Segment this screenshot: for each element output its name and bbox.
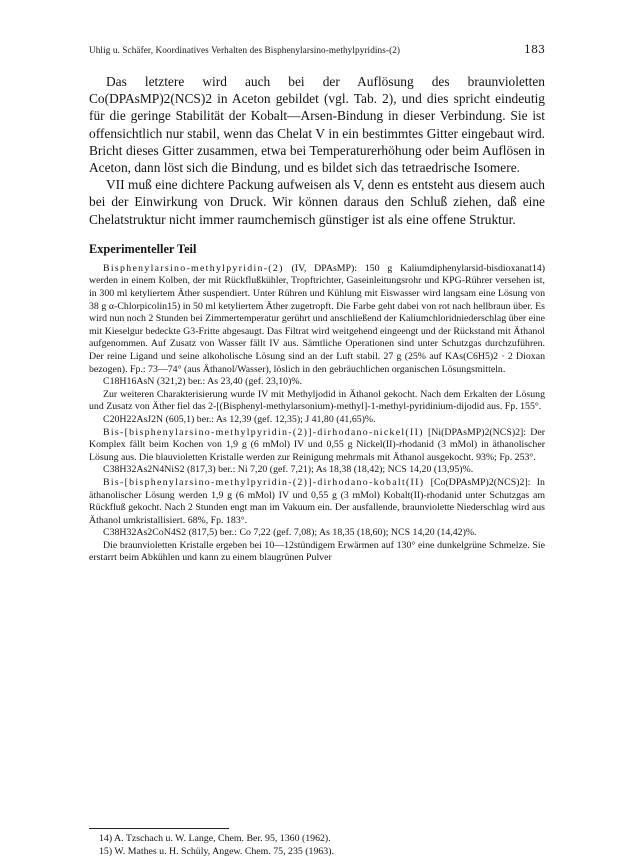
compound-name-ligand: Bisphenylarsino-methylpyridin-(2) <box>103 262 284 274</box>
intro-paragraph-1: Das letztere wird auch bei der Auflösung des braunvioletten Co(DPAsMP)2(NCS)2 in Aceton gebildet (vgl. Tab. 2), und dies spricht eindeutig für die geringe Stabilität der Kobalt—Arsen-Bindung in dieser Verbindung. Sie ist offensichtlich nur stabil, wenn das Chelat V in ein bestimmtes Gitter eingebaut wird. Bricht dieses Gitter zusammen, etwa bei Temperaturerhöhung oder beim Auflösen in Aceton, dann löst sich die Bindung, und es bildet sich das tetraedrische Isomere. <box>89 74 545 176</box>
exp-paragraph-cobalt <box>89 477 545 527</box>
footnotes <box>89 828 545 858</box>
analysis-methiodide: C20H22AsJ2N (605,1) ber.: As 12,39 (gef. 12,35); J 41,80 (41,65)%. <box>103 413 376 425</box>
page-body <box>89 44 545 565</box>
page-number: 183 <box>524 43 545 56</box>
running-head <box>89 44 545 56</box>
exp-paragraph-melt: Die braunvioletten Kristalle ergeben bei 10—12stündigem Erwärmen auf 130° eine dunkelgrüne Schmelze. Sie erstarrt beim Abkühlen und kann zu einem blaugrünen Pulver <box>89 539 545 564</box>
compound-name-cobalt: Bis-[bisphenylarsino-methylpyridin-(2)]-dirhodano-kobalt(II) <box>103 476 425 488</box>
footnote-15: 15) W. Mathes u. H. Schüly, Angew. Chem. 75, 235 (1963). <box>99 845 334 857</box>
analysis-nickel: C38H32As2N4NiS2 (817,3) ber.: Ni 7,20 (gef. 7,21); As 18,38 (18,42); NCS 14,20 (13,95)%. <box>103 464 474 476</box>
analysis-cobalt: C38H32As2CoN4S2 (817,5) ber.: Co 7,22 (gef. 7,08); As 18,35 (18,60); NCS 14,20 (14,42)%. <box>103 527 477 539</box>
ligand-procedure: (IV, DPAsMP): 150 g Kaliumdiphenylarsid-bisdioxanat14) werden in einem Kolben, der mit Rückflußkühler, Tropftrichter, Gaseinleitungsrohr und KPG-Rührer versehen ist, in 300 ml ketyliertem Äther suspendiert. Unter Rühren und Kühlung mit Eiswasser wird langsam eine Lösung von 38 g α-Chlorpicolin15) in 50 ml ketyliertem Äther zugetropft. Die Farbe geht dabei von rot nach hellbraun über. Es wird nun noch 2 Stunden bei Zimmertemperatur gerührt und anschließend der Kaliumchloridniederschlag über eine mit Kieselgur bedeckte G3-Fritte abgesaugt. Das Filtrat wird weitgehend eingeengt und der Rückstand mit Äthanol aufgenommen. Auf Zusatz von Wasser fällt IV aus. Sämtliche Operationen sind unter Schutzgas durchzuführen. Der reine Ligand und seine alkoholische Lösung sind an der Luft stabil. 27 g (25% auf KAs(C6H5)2 · 2 Dioxan bezogen). Fp.: 73—74° (aus Äthanol/Wasser), löslich in den gebräuchlichen organischen Lösungsmitteln. <box>89 262 546 375</box>
experimental-section <box>89 263 545 565</box>
section-heading: Experimenteller Teil <box>89 241 197 256</box>
analysis-ligand: C18H16AsN (321,2) ber.: As 23,40 (gef. 23,10)%. <box>103 376 303 388</box>
exp-paragraph-ligand <box>89 263 545 376</box>
running-title: Uhlig u. Schäfer, Koordinatives Verhalten des Bisphenylarsino-methylpyridins-(2) <box>89 45 401 55</box>
cobalt-procedure: [Co(DPAsMP)2(NCS)2]: In äthanolischer Lösung werden 1,9 g (6 mMol) IV und 0,55 g (3 mMol) Kobalt(II)-rhodanid unter Schutzgas am Rückfluß gekocht. Nach 2 Stunden engt man im Vakuum ein. Der ausfallende, braunviolette Niederschlag wird aus Äthanol umkristallisiert. 68%, Fp. 183°. <box>89 476 545 526</box>
intro-paragraph-2: VII muß eine dichtere Packung aufweisen als V, denn es entsteht aus diesem auch bei der Einwirkung von Druck. Wir können daraus den Schluß ziehen, daß eine Chelatstruktur nicht immer raumchemisch günstiger ist als eine offene Struktur. <box>89 177 545 227</box>
footnote-rule <box>89 828 229 829</box>
footnote-14: 14) A. Tzschach u. W. Lange, Chem. Ber. 95, 1360 (1962). <box>99 833 331 844</box>
nickel-procedure: [Ni(DPAsMP)2(NCS)2]: Der Komplex fällt beim Kochen von 1,9 g (6 mMol) IV und 0,55 g Nickel(II)-rhodanid (3 mMol) in äthanolischer Lösung aus. Die blauvioletten Kristalle werden zur Reinigung mehrmals mit Äthanol ausgekocht. 93%; Fp. 253°. <box>89 426 545 463</box>
compound-name-nickel: Bis-[bisphenylarsino-methylpyridin-(2)]-dirhodano-nickel(II) <box>103 426 424 438</box>
exp-paragraph-nickel <box>89 427 545 465</box>
exp-paragraph-methyliodide: Zur weiteren Charakterisierung wurde IV mit Methyljodid in Äthanol gekocht. Nach dem Erkalten der Lösung und Zusatz von Äther fiel das 2-[(Bisphenyl-methylarsonium)-methyl]-1-methyl-pyridinium-dijodid aus. Fp. 155°. <box>89 388 545 413</box>
intro-text <box>89 73 545 228</box>
